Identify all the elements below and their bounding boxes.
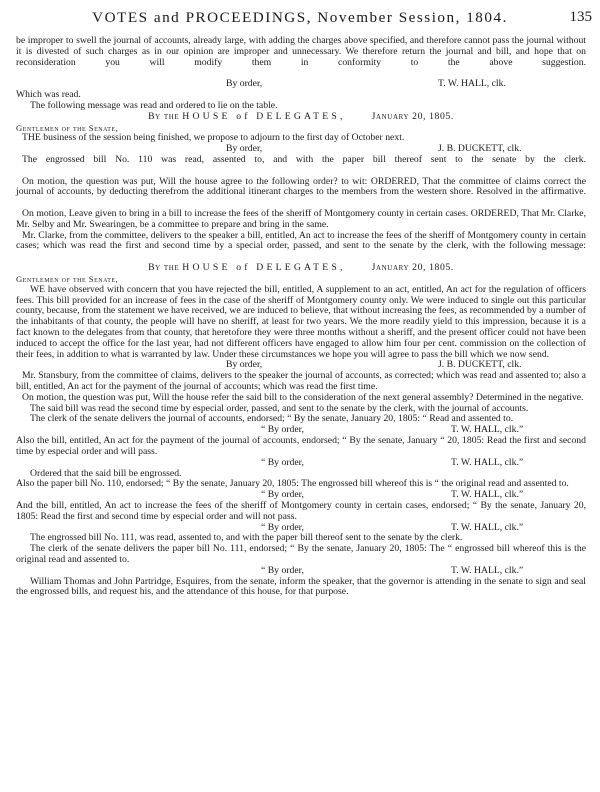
signature-line: “ By order, T. W. HALL, clk.” bbox=[261, 521, 524, 533]
signature-line: By order, T. W. HALL, clk. bbox=[226, 78, 506, 90]
paragraph: The clerk of the senate delivers the journal of accounts, endorsed; “ By the senate, January 20, 1805: “ Read and assented to. bbox=[30, 413, 514, 425]
paragraph: THE business of the session being finished, we propose to adjourn to the first day of October next. bbox=[22, 132, 405, 144]
signature-line: “ By order, T. W. HALL, clk.” bbox=[261, 489, 524, 501]
paragraph: Ordered that the said bill be engrossed. bbox=[30, 467, 182, 479]
paragraph: Mr. Clarke, from the committee, delivers to the speaker a bill, entitled, An act to increase the fees of the sheriff of Montgomery county in certain cases; which was read the first and second time by a special order, passed, and sent to the senate by the clerk, with the following message: bbox=[16, 229, 586, 252]
paragraph: The following message was read and ordered to lie on the table. bbox=[30, 99, 278, 111]
paragraph: William Thomas and John Partridge, Esquires, from the senate, inform the speaker, that the governor is attending in the senate to sign and seal the engrossed bills, and request his, and the attendance of this house, for that purpose. bbox=[16, 575, 586, 598]
paragraph: WE have observed with concern that you have rejected the bill, entitled, A supplement to an act, entitled, An act for the regulation of officers fees. This bill provided for an increase of fees in the case of the sheriff of Montgomery county only. We were induced to single out this particular county, because, from the statement we have received, we are induced to believe, that without increasing the fees, as recommended by a number of the inhabitants of that county, the people will have no sheriff, at least for two years. We the more readily yield to this impression, because it is a fact known to the delegates from that county, that heretofore they were three months without a sheriff, and the present officer could not have been induced to accept the office for the last year, had not different officers have engaged to allow him four per cent. commission on the collection of their fees, in addition to what is warranted by law. Under these circumstances we hope you will agree to pass the bill which we now send. bbox=[16, 283, 586, 360]
paragraph: The engrossed bill No. 110 was read, assented to, and with the paper bill thereof sent to the senate by the clerk. bbox=[22, 153, 586, 165]
running-title: VOTES and PROCEEDINGS, November Session, 1804. bbox=[92, 9, 508, 26]
signature-line: By order, J. B. DUCKETT, clk. bbox=[226, 143, 522, 155]
paragraph: On motion, the question was put, Will the house refer the said bill to the consideration of the next general assembly? Determined in the negative. bbox=[22, 391, 584, 403]
signature-line: By order, J. B. DUCKETT, clk. bbox=[226, 359, 522, 371]
message-heading: By the HOUSE of DELEGATES, January 20, 1805. bbox=[148, 262, 454, 274]
signature-line: “ By order, T. W. HALL, clk.” bbox=[261, 424, 524, 436]
signature-line: “ By order, T. W. HALL, clk.” bbox=[261, 564, 524, 576]
paragraph: The engrossed bill No. 111, was read, assented to, and with the paper bill thereof sent to the senate by the clerk. bbox=[30, 532, 463, 544]
paragraph: The said bill was read the second time by especial order, passed, and sent to the senate by the clerk, with the journal of accounts. bbox=[30, 402, 529, 414]
paragraph: On motion, Leave given to bring in a bill to increase the fees of the sheriff of Montgomery county in certain cases. ORDERED, That Mr. Clarke, Mr. Selby and Mr. Swearingen, be a committee to prepare and bring in the same. bbox=[16, 208, 586, 230]
paragraph: On motion, the question was put, Will the house agree to the following order? to wit: ORDERED, That the committee of claims correct the journal of accounts, by deducting therefrom the additional itinerant charges to the members from the western shore. Resolved in the affirmative. bbox=[16, 175, 586, 198]
paragraph: Also the paper bill No. 110, endorsed; “ By the senate, January 20, 1805: The engrossed bill whereof this is “ the original read and assented to. bbox=[16, 478, 569, 490]
paragraph: Which was read. bbox=[16, 89, 81, 101]
paragraph: Also the bill, entitled, An act for the payment of the journal of accounts, endorsed; “ By the senate, January “ 20, 1805: Read the first and second time by especial order and will pass. bbox=[16, 435, 586, 457]
page-number: 135 bbox=[569, 9, 592, 25]
paragraph: Mr. Stansbury, from the committee of claims, delivers to the speaker the journal of accounts, as corrected; which was read and assented to; also a bill, entitled, An act for the payment of the journal of accounts; which was read the first time. bbox=[16, 370, 586, 392]
paragraph: And the bill, entitled, An act to increase the fees of the sheriff of Montgomery county in certain cases, endorsed; “ By the senate, January 20, 1805: Read the first and second time by especial order and will not pass. bbox=[16, 499, 586, 522]
paragraph: be improper to swell the journal of accounts, already large, with adding the charges above specified, and therefore cannot pass the journal without it is divested of such charges as in our opinion are improper and unnecessary. We therefore return the journal and bill, and hope that on reconsideration you will modify them in conformity to the above suggestion. bbox=[16, 35, 586, 68]
paragraph: The clerk of the senate delivers the paper bill No. 111, endorsed; “ By the senate, January 20, 1805: The “ engrossed bill whereof this is the original read and assented to. bbox=[16, 543, 586, 565]
message-heading: By the HOUSE of DELEGATES, January 20, 1805. bbox=[148, 110, 454, 122]
salutation: Gentlemen of the Senate, bbox=[16, 122, 119, 133]
journal-text bbox=[16, 36, 586, 598]
salutation: Gentlemen of the Senate, bbox=[16, 273, 119, 284]
signature-line: “ By order, T. W. HALL, clk.” bbox=[261, 456, 524, 468]
page-header bbox=[0, 4, 600, 34]
